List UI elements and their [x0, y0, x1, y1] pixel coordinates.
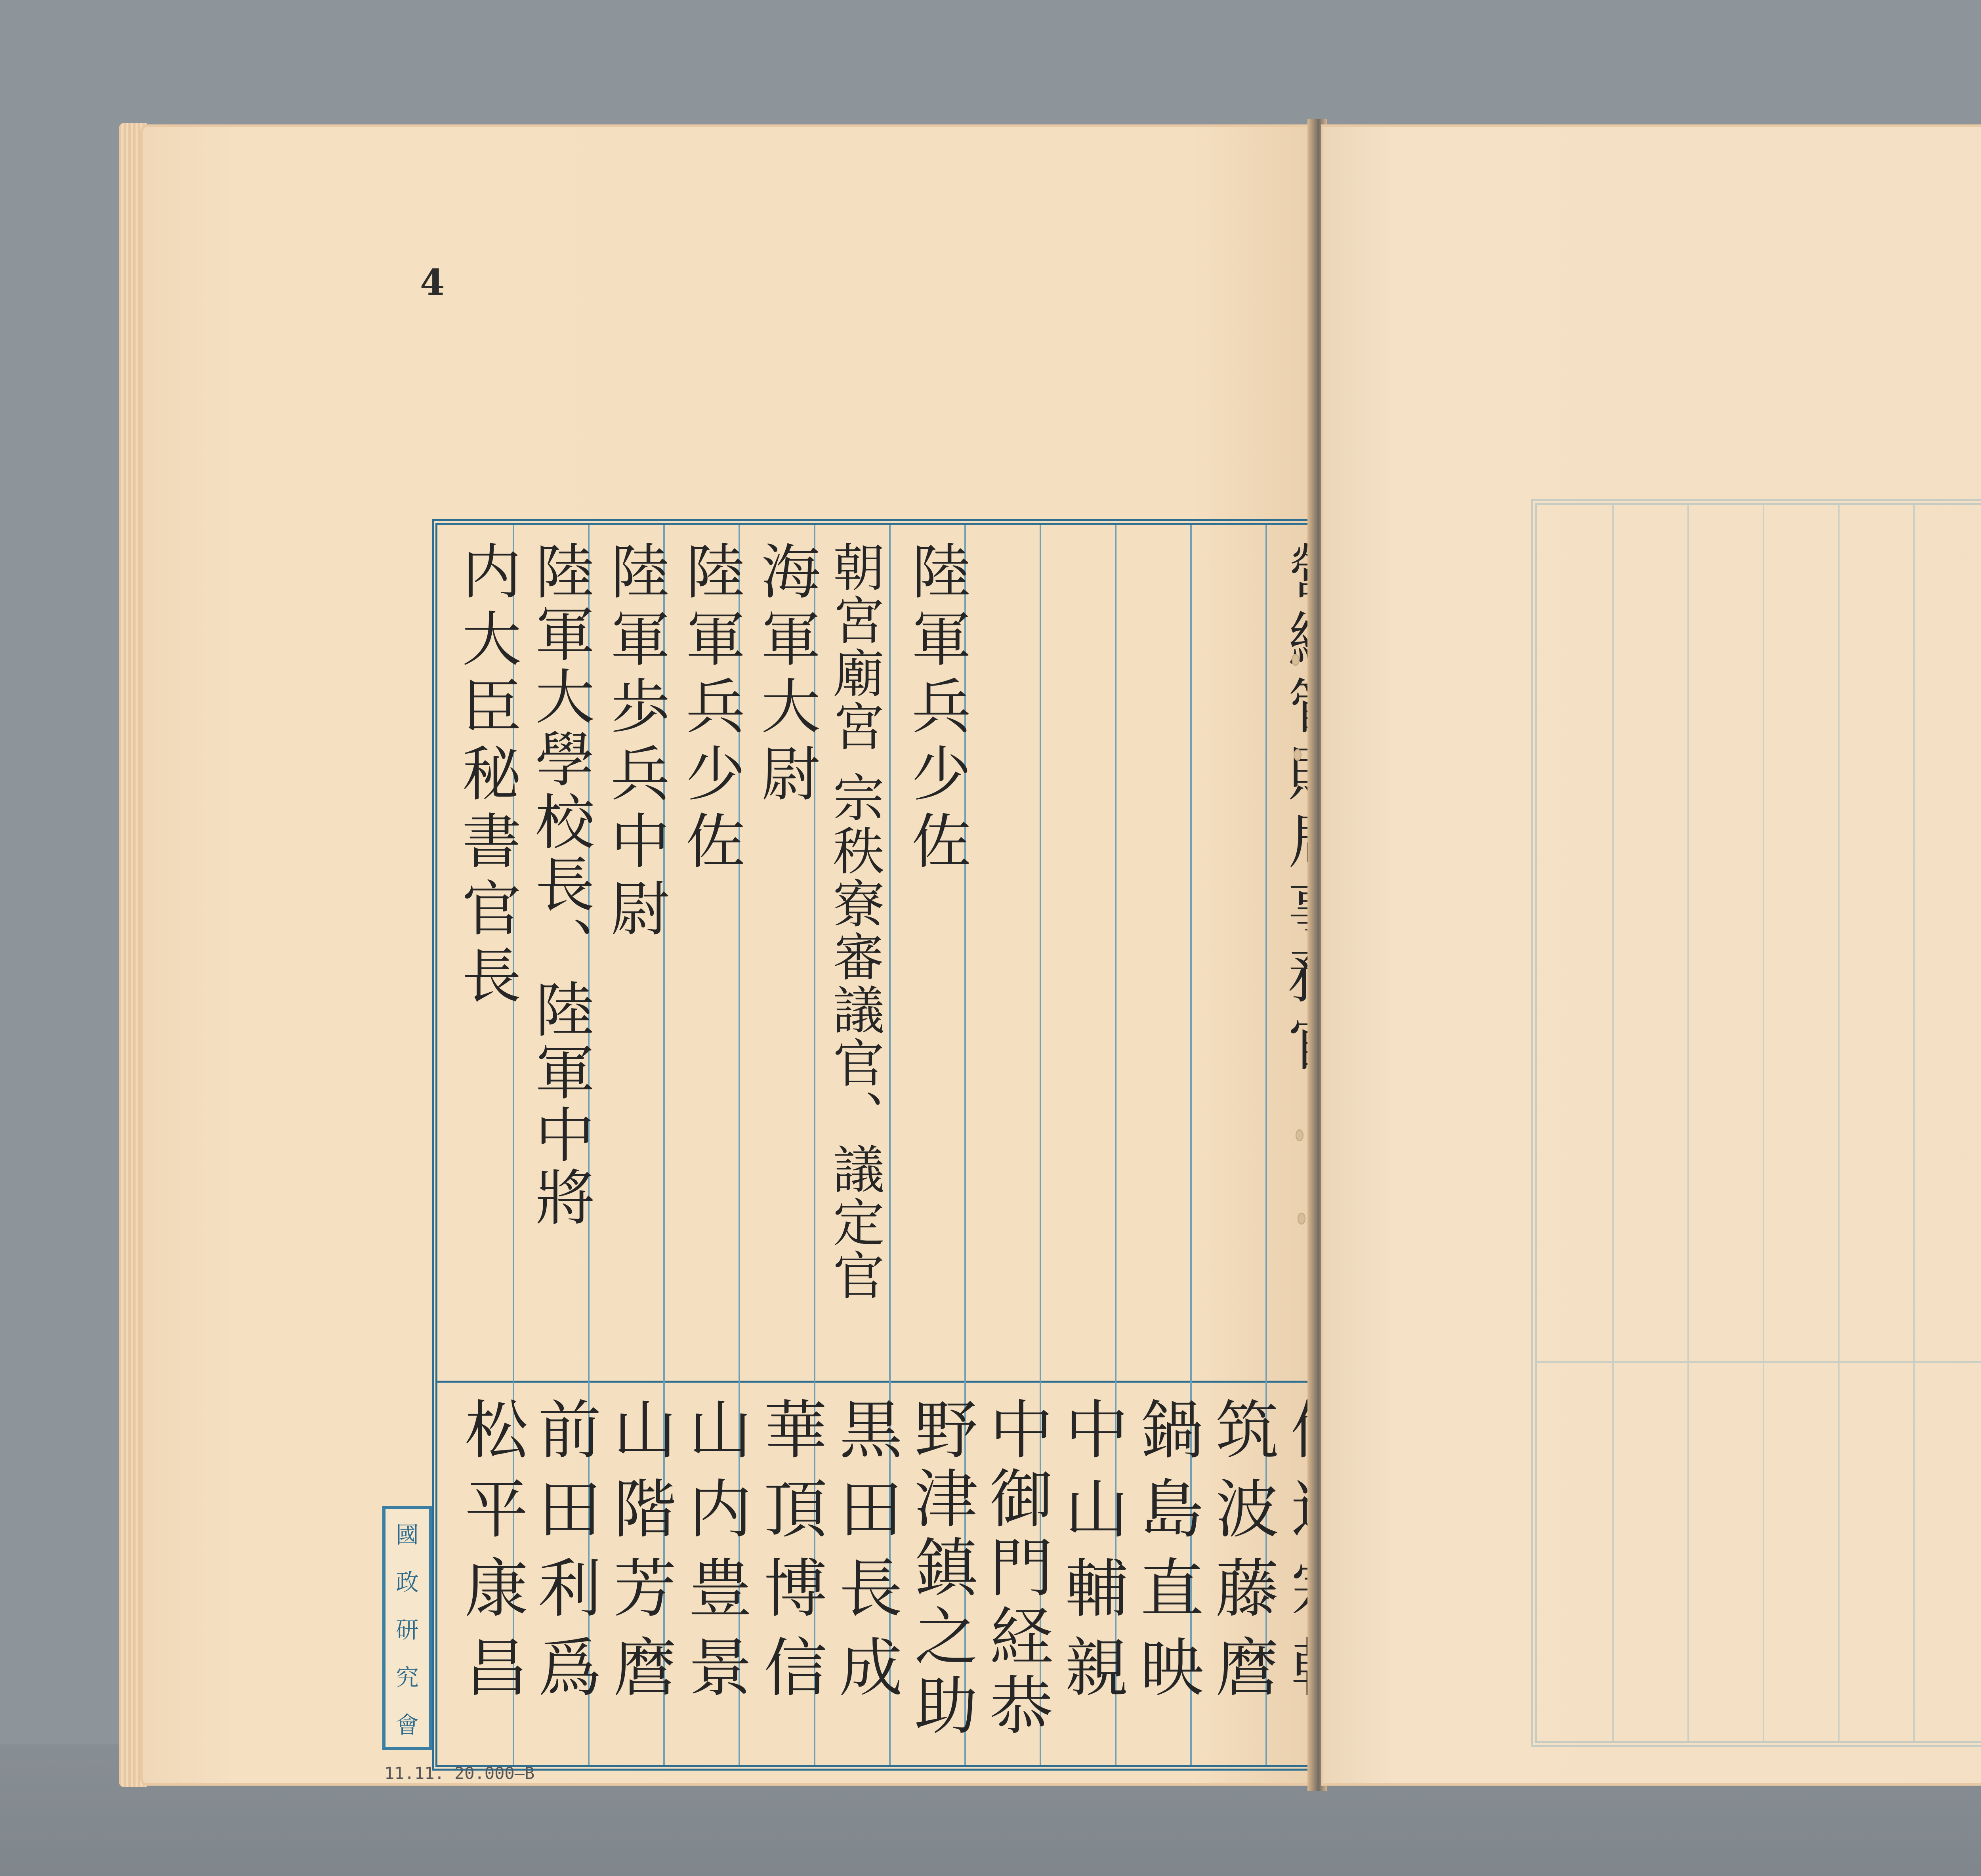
column-name: 中御門経恭 [979, 1396, 1053, 1741]
column-title: 朝宮廟宮 宗秩寮審議官、議定官 [824, 541, 885, 1302]
ruled-form-faint [1531, 499, 1981, 1747]
column-name: 野津鎮之助 [904, 1396, 978, 1741]
column-title: 陸軍兵少佐 [901, 541, 970, 877]
column-name: 山階芳麿 [603, 1396, 677, 1714]
binding-hole [1294, 749, 1302, 761]
column-name: 黒田長成 [828, 1396, 903, 1714]
ruled-form [432, 519, 1346, 1771]
binding-hole [1298, 1213, 1305, 1225]
column-name: 山内豊景 [678, 1396, 752, 1714]
column-title: 内大臣秘書官長 [452, 541, 521, 1012]
binding-hole [1292, 654, 1300, 666]
column-name: 前田利爲 [527, 1396, 601, 1714]
column-title: 陸軍歩兵中尉 [600, 541, 669, 945]
column-title: 陸軍大學校長、陸軍中將 [525, 541, 594, 1229]
column-name: 中山輔親 [1054, 1396, 1128, 1714]
column-title: 海軍大尉 [751, 541, 820, 810]
binding-hole [1296, 1129, 1303, 1141]
column-title: 陸軍兵少佐 [676, 541, 744, 877]
column-name: 松平康昌 [454, 1396, 528, 1714]
column-name: 筑波藤麿 [1205, 1396, 1279, 1714]
left-page [143, 127, 1311, 1783]
page-number: 4 [420, 262, 445, 304]
institution-stamp: 國 政 研 究 會 [382, 1506, 432, 1750]
column-name: 華頂博信 [753, 1396, 827, 1714]
print-code: 11.11. 20.000—B [384, 1763, 535, 1783]
open-book [119, 111, 1981, 1803]
column-name: 鍋島直映 [1130, 1396, 1204, 1714]
